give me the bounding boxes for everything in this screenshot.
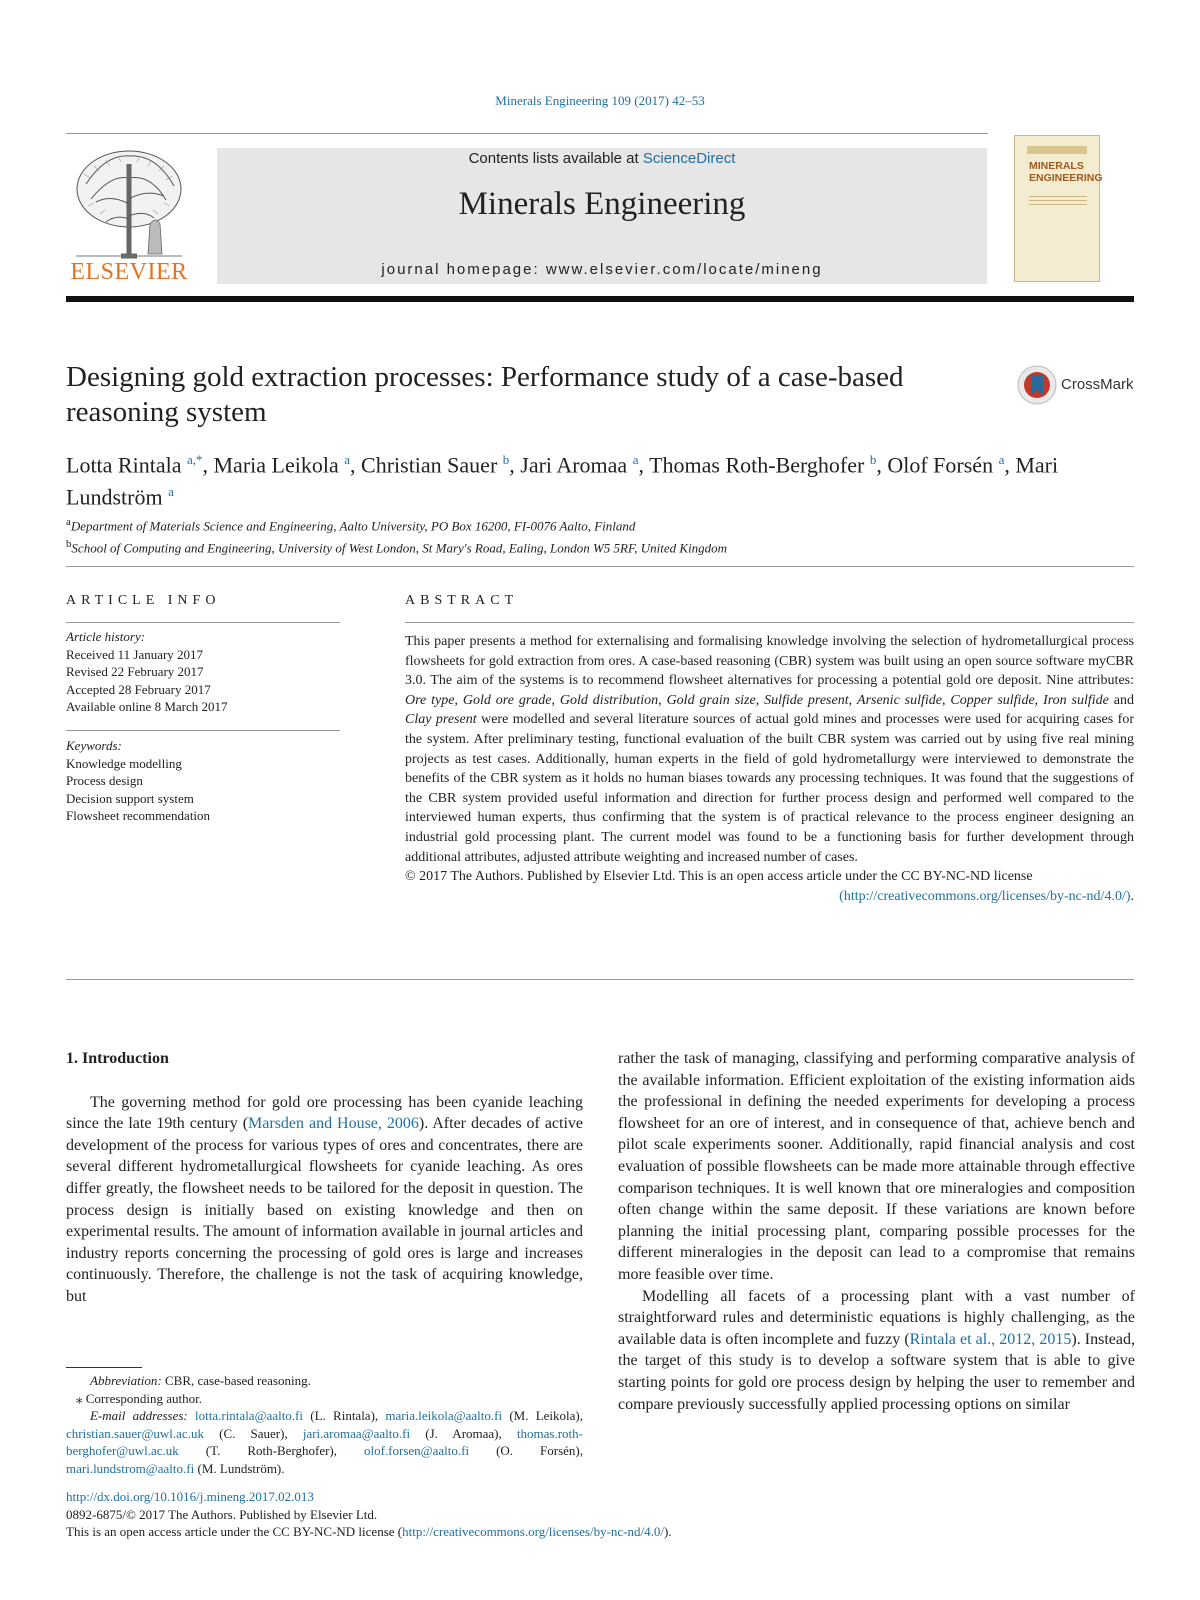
issn-line: 0892-6875/© 2017 The Authors. Published by Elsevier Ltd. xyxy=(66,1506,378,1522)
affiliation-marker: a xyxy=(66,516,71,528)
cover-text-lines xyxy=(1029,196,1087,197)
attribute-name: Gold grain size xyxy=(666,692,756,708)
oa-text: This is an open access article under the CC BY-NC-ND license ( xyxy=(66,1524,403,1539)
contents-prefix: Contents lists available at xyxy=(468,150,643,167)
citation-link[interactable]: Rintala et al., 2012, 2015 xyxy=(909,1330,1072,1348)
attribute-name: Iron sulfide xyxy=(1043,692,1109,708)
keywords-rule xyxy=(66,730,340,731)
author-affiliation-marker[interactable]: b xyxy=(869,452,877,467)
keyword: Knowledge modelling xyxy=(66,755,182,771)
abstract-rule xyxy=(405,622,1134,623)
journal-banner xyxy=(217,148,987,284)
license-end: . xyxy=(1130,888,1134,904)
oa-end: ). xyxy=(663,1524,672,1539)
journal-cover-thumbnail[interactable] xyxy=(1014,135,1103,282)
history-accepted: Accepted 28 February 2017 xyxy=(66,681,211,697)
paragraph-text: The governing method for gold ore processing has been cyanide leaching since the late 19th century ( xyxy=(66,1093,583,1133)
keywords-label: Keywords: xyxy=(66,738,122,753)
author-separator: , xyxy=(638,452,650,478)
history-online: Available online 8 March 2017 xyxy=(66,699,228,714)
history-label: Article history: xyxy=(66,629,146,644)
intro-paragraph-1 xyxy=(66,1092,583,1308)
author-separator: , xyxy=(876,452,888,478)
body-right-column xyxy=(618,1048,1135,1415)
intro-paragraph-3 xyxy=(618,1286,1135,1416)
email-link[interactable]: lotta.rintala@aalto.fi xyxy=(195,1408,304,1423)
author-affiliation-marker[interactable]: a xyxy=(998,452,1005,467)
citation-link[interactable]: Marsden and House, 2006 xyxy=(248,1115,419,1133)
separator: , xyxy=(658,692,667,708)
author-separator: , xyxy=(509,452,521,478)
article-footer xyxy=(66,1488,1134,1541)
author-name[interactable]: Jari Aromaa xyxy=(520,452,633,478)
cover-title xyxy=(1029,160,1103,184)
journal-title: Minerals Engineering xyxy=(458,186,746,222)
author-affiliation-marker[interactable]: a,* xyxy=(186,452,203,467)
attribute-name: Sulfide present xyxy=(764,692,849,708)
email-addresses xyxy=(66,1407,583,1477)
crossmark-icon xyxy=(1016,364,1058,406)
paragraph-text: Modelling all facets of a processing plant with a vast number of straightforward rules and deterministic equations is highly challenging, as the available data is often incomplete and fuzzy ( xyxy=(618,1287,1135,1348)
history-revised: Revised 22 February 2017 xyxy=(66,664,204,679)
article-info-heading: ARTICLE INFO xyxy=(66,593,221,608)
abstract-text xyxy=(405,632,1134,867)
author-separator: , xyxy=(350,452,362,478)
footnotes xyxy=(66,1372,583,1477)
author-name[interactable]: Olof Forsén xyxy=(887,452,999,478)
author-affiliation-marker[interactable]: a xyxy=(344,452,351,467)
author-affiliation-marker[interactable]: a xyxy=(632,452,639,467)
author-affiliation-marker[interactable]: b xyxy=(502,452,510,467)
email-link[interactable]: thomas.roth-berghofer@uwl.ac.uk xyxy=(66,1425,583,1458)
tree-of-knowledge-icon xyxy=(66,144,192,262)
keyword: Decision support system xyxy=(66,790,194,806)
abstract-heading: ABSTRACT xyxy=(405,593,519,608)
affiliation-text: School of Computing and Engineering, University of West London, St Mary's Road, Ealing, London W5 5RF, United Kingdom xyxy=(71,540,728,556)
header-thick-divider xyxy=(66,296,1134,302)
corresponding-author-note: ⁎ Corresponding author. xyxy=(76,1390,203,1406)
author-name[interactable]: Christian Sauer xyxy=(361,452,503,478)
attribute-name: Clay present xyxy=(405,712,477,728)
email-owner: (L. Rintala), xyxy=(303,1408,386,1423)
keyword: Process design xyxy=(66,773,143,788)
author-name[interactable]: Thomas Roth-Berghofer xyxy=(649,452,870,478)
email-owner: (J. Aromaa), xyxy=(410,1425,517,1441)
open-access-line xyxy=(66,1523,1134,1541)
oa-license-link[interactable]: http://creativecommons.org/licenses/by-nc-nd/4.0/ xyxy=(402,1524,664,1539)
attribute-name: Copper sulfide xyxy=(950,692,1035,708)
paper-title: Designing gold extraction processes: Performance study of a case-based reasoning system xyxy=(66,361,904,428)
contents-line xyxy=(217,150,987,167)
email-link[interactable]: mari.lundstrom@aalto.fi xyxy=(66,1460,195,1476)
elsevier-wordmark: ELSEVIER xyxy=(70,259,188,285)
abstract-text-part: This paper presents a method for externalising and formalising knowledge involving the selection of hydrometallurgical process flowsheets for gold extraction from ores. A case-based reasoning (CBR) system was built using an open source software myCBR 3.0. The aim of the systems is to recommend flowsheet alternatives for processing a potential gold ore deposit. Nine attributes: xyxy=(405,634,1134,689)
attribute-name: Gold ore grade xyxy=(462,692,552,708)
cover-band xyxy=(1027,146,1087,154)
email-owner: (C. Sauer), xyxy=(203,1425,303,1441)
email-link[interactable]: jari.aromaa@aalto.fi xyxy=(302,1425,411,1441)
article-history xyxy=(66,628,340,716)
separator: , xyxy=(1034,692,1044,708)
author-list xyxy=(66,446,1134,511)
crossmark-badge[interactable] xyxy=(1016,364,1136,406)
license-link[interactable]: (http://creativecommons.org/licenses/by-nc-nd/4.0/) xyxy=(839,888,1131,904)
email-link[interactable]: maria.leikola@aalto.fi xyxy=(385,1408,503,1423)
keywords xyxy=(66,737,340,825)
homepage-url[interactable]: www.elsevier.com/locate/mineng xyxy=(545,261,823,278)
keyword: Flowsheet recommendation xyxy=(66,808,211,823)
section-heading: 1. Introduction xyxy=(66,1050,169,1067)
footnote-rule xyxy=(66,1367,142,1368)
author-name[interactable]: Mari Lundström xyxy=(66,452,1059,510)
body-left-column xyxy=(66,1048,583,1308)
affiliation-marker: b xyxy=(66,538,72,551)
license-text: © 2017 The Authors. Published by Elsevier Ltd. This is an open access article under the CC BY-NC-ND license xyxy=(405,869,1033,885)
email-owner: (M. Leikola), xyxy=(502,1408,583,1423)
affiliations xyxy=(66,513,1134,558)
attribute-name: Ore type xyxy=(405,692,455,708)
history-received: Received 11 January 2017 xyxy=(66,646,204,662)
affiliation-text: Department of Materials Science and Engineering, Aalto University, PO Box 16200, FI-0076 Aalto, Finland xyxy=(70,518,636,534)
email-owner: (M. Lundström). xyxy=(194,1460,285,1476)
cover-title-line1: MINERALS xyxy=(1029,160,1084,172)
journal-reference[interactable]: Minerals Engineering 109 (2017) 42–53 xyxy=(495,93,705,108)
author-separator: , xyxy=(202,452,214,478)
author-name[interactable]: Maria Leikola xyxy=(213,452,345,478)
affiliation-a xyxy=(66,513,1134,535)
journal-homepage xyxy=(217,261,987,278)
abstract-body xyxy=(405,632,1134,906)
doi-link[interactable]: http://dx.doi.org/10.1016/j.mineng.2017.02.013 xyxy=(66,1489,314,1504)
separator: , xyxy=(848,692,858,708)
abbreviation-label: Abbreviation: xyxy=(90,1373,162,1388)
affiliation-b xyxy=(66,535,1134,557)
separator: , xyxy=(551,692,560,708)
email-owner: (O. Forsén), xyxy=(469,1443,583,1458)
abstract-text-part: were modelled and several literature sources of actual gold mines and processes were used for acquiring cases for the system. After preliminary testing, functional evaluation of the built CBR system was carried out by using five real mining projects as test cases. Additionally, human experts in the field of gold hydrometallurgy were interviewed to demonstrate the benefits of the CBR system as it holds no human biases towards any processing techniques. It was found that the suggestions of the CBR system provided useful information and direction for further process design and performed well compared to the interviewed human experts, thus confirming that the system is of practical relevance to the process engineer designing an industrial gold processing plant. The current model was found to be a functioning basis for further development through additional attributes, adjusted attribute weighting and increased number of cases. xyxy=(405,712,1135,865)
crossmark-label: CrossMark xyxy=(1061,376,1134,393)
cover-title-line2: ENGINEERING xyxy=(1029,172,1103,184)
abbreviation-note xyxy=(66,1372,583,1390)
elsevier-logo[interactable] xyxy=(66,144,192,286)
author-name[interactable]: Lotta Rintala xyxy=(66,452,187,478)
separator: , xyxy=(454,692,463,708)
email-owner: (T. Roth-Berghofer), xyxy=(178,1443,364,1458)
author-affiliation-marker[interactable]: a xyxy=(168,484,174,500)
divider xyxy=(66,566,1134,567)
attribute-name: Gold distribution xyxy=(559,692,659,708)
homepage-prefix: journal homepage: xyxy=(381,261,546,278)
separator: and xyxy=(1108,692,1135,708)
email-link[interactable]: olof.forsen@aalto.fi xyxy=(363,1443,470,1458)
sciencedirect-link[interactable]: ScienceDirect xyxy=(642,150,736,167)
paragraph-text: ). Instead, the target of this study is to develop a software system that is able to give starting points for gold ore process design by helping the user to remember and compare previously successfully applied processing options on similar xyxy=(618,1330,1136,1413)
separator: , xyxy=(942,692,951,708)
top-divider xyxy=(66,133,988,134)
abstract-license-url-line xyxy=(405,887,1134,907)
email-link[interactable]: christian.sauer@uwl.ac.uk xyxy=(66,1425,204,1441)
intro-paragraph-2: rather the task of managing, classifying and performing comparative analysis of the available information. Efficient exploitation of the existing information aids the professional in defining the needed experiments for developing a process flowsheet for an ore of interest, and in consequence of that, achieve bench and pilot scale experiments sooner. Additionally, rapid financial analysis and cost evaluation of possible flowsheets can be made more attainable through effective comparison techniques. It is well known that ore mineralogies and composition often change within the same deposit. If these variations are known before planning the initial processing plant, comparing possible processes for the different mineralogies in the deposit can lead to a compromise that remains more feasible over time. xyxy=(618,1050,1135,1283)
separator: , xyxy=(755,692,765,708)
abbreviation-text: CBR, case-based reasoning. xyxy=(161,1373,311,1388)
abstract-license-line xyxy=(405,867,1134,887)
article-info-rule xyxy=(66,622,340,623)
attribute-name: Arsenic sulfide xyxy=(857,692,943,708)
divider xyxy=(66,979,1134,980)
email-label: E-mail addresses: xyxy=(90,1408,196,1423)
author-separator: , xyxy=(1004,452,1016,478)
paragraph-text: ). After decades of active development of the process for various types of ores and concentrates, there are several different hydrometallurgical flowsheets for cyanide leaching. As ores differ greatly, the flowsheet needs to be tailored for the deposit in question. The process design is initially based on existing knowledge and then on experimental results. The amount of information available in journal articles and industry reports concerning the processing of gold ores is large and increases continuously. Therefore, the challenge is not the task of acquiring knowledge, but xyxy=(66,1115,584,1305)
